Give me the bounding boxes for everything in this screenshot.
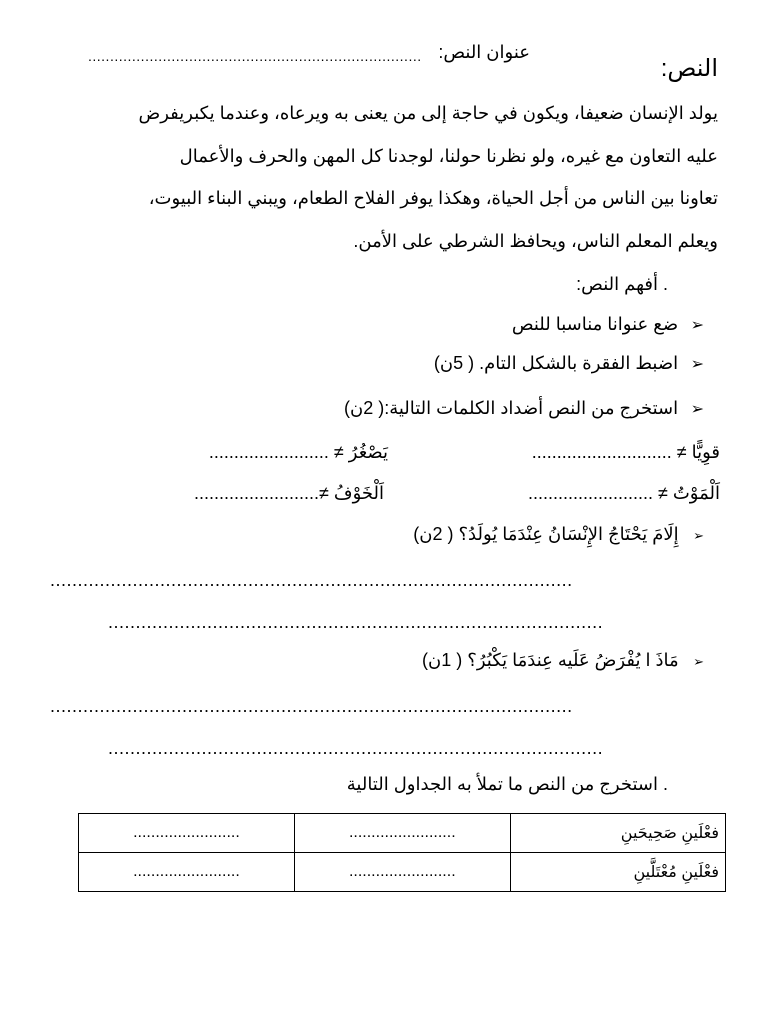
answer-line[interactable]: ............................................................................................... xyxy=(50,570,573,590)
title-blank-line: ............................................................................ xyxy=(88,48,422,64)
task-text: اضبط الفقرة بالشكل التام. ( 5ن) xyxy=(433,353,679,373)
arrow-bullet-icon xyxy=(691,317,704,334)
task-item-vowelize xyxy=(434,353,704,374)
row-label: فعْلَينِ مُعْتَلَّينِ xyxy=(510,853,725,892)
answer-line[interactable]: ............................................................................................... xyxy=(50,696,573,716)
question-needs xyxy=(413,524,704,545)
title-label: عنوان النص: xyxy=(438,42,530,62)
task-text: استخرج من النص أضداد الكلمات التالية:( 2ن) xyxy=(343,398,679,418)
table-row xyxy=(79,814,726,853)
task-text: ضع عنوانا مناسبا للنص xyxy=(511,314,679,334)
row-label: فعْلَينِ صَحِيحَينِ xyxy=(510,814,725,853)
passage-line-1: يولد الإنسان ضعيفا، ويكون في حاجة إلى من يعنى به ويرعاه، وعندما يكبريفرض xyxy=(138,103,718,123)
passage-line-2: عليه التعاون مع غيره، ولو نظرنا حولنا، لوجدنا كل المهن والحرف والأعمال xyxy=(179,146,718,166)
answer-line[interactable]: .......................................................................................... xyxy=(108,738,604,758)
table-row xyxy=(79,853,726,892)
task-item-title xyxy=(512,314,704,335)
opposite-death[interactable]: اَلْمَوْتُ ≠ ......................... xyxy=(527,483,720,503)
question-imposed xyxy=(422,650,704,671)
answer-line[interactable]: .......................................................................................... xyxy=(108,612,604,632)
text-heading: النص: xyxy=(660,55,718,82)
answer-cell[interactable]: ........................ xyxy=(79,814,295,853)
question-text: إِلَامَ يَحْتَاجُ الإِنْسَانُ عِنْدَمَا يُولَدُ؟ ( 2ن) xyxy=(413,524,679,544)
answer-cell[interactable]: ........................ xyxy=(294,814,510,853)
passage-line-4: ويعلم المعلم الناس، ويحافظ الشرطي على الأمن. xyxy=(353,231,718,251)
understand-heading: . أفهم النص: xyxy=(576,274,668,294)
arrow-bullet-icon xyxy=(691,356,704,373)
passage-line-3: تعاونا بين الناس من أجل الحياة، وهكذا يوفر الفلاح الطعام، ويبني البناء البيوت، xyxy=(148,188,718,208)
answer-cell[interactable]: ........................ xyxy=(294,853,510,892)
opposite-strong[interactable]: قوِيًّا ≠ ............................ xyxy=(531,442,720,462)
opposite-fear[interactable]: اَلْخَوْفُ ≠......................... xyxy=(194,483,384,503)
question-text: مَاذَ ا يُفْرَضُ عَلَيه عِندَمَا يَكْبُرُ؟ ( 1ن) xyxy=(422,650,679,670)
arrow-bullet-icon xyxy=(691,401,704,418)
arrow-bullet-icon xyxy=(693,528,704,543)
opposite-grows[interactable]: يَصْغُرُ ≠ ........................ xyxy=(208,442,388,462)
arrow-bullet-icon xyxy=(693,654,704,669)
extract-table xyxy=(78,813,726,892)
task-item-opposites xyxy=(344,398,704,419)
extract-heading: . استخرج من النص ما تملأ به الجداول التالية xyxy=(346,774,668,794)
answer-cell[interactable]: ........................ xyxy=(79,853,295,892)
